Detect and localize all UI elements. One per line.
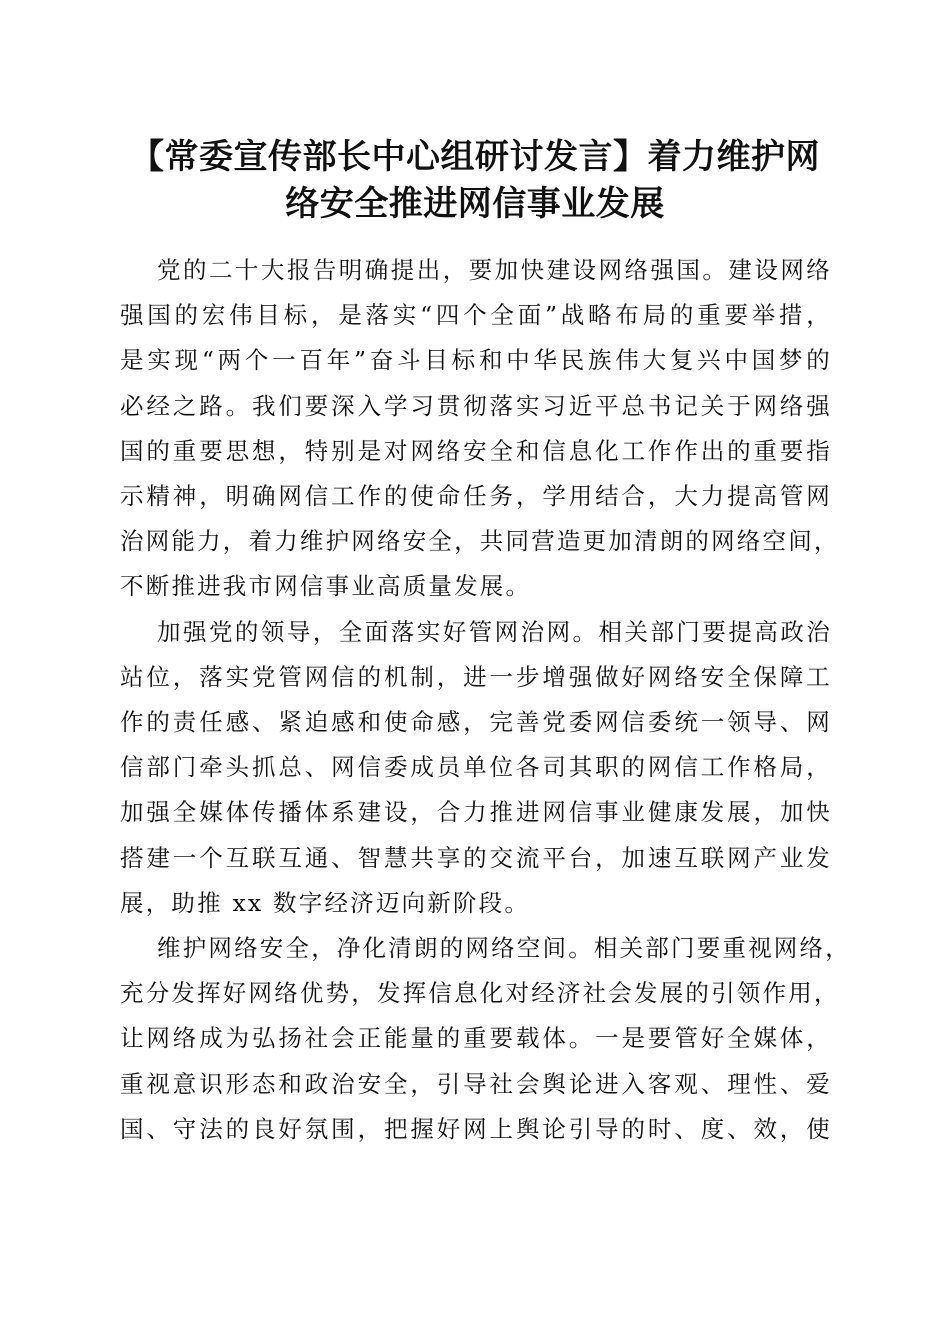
paragraph-2: [120, 610, 832, 926]
text-line: 重视意识形态和政治安全，引导社会舆论进入客观、理性、爱: [120, 1069, 832, 1098]
text-line: 充分发挥好网络优势，发挥信息化对经济社会发展的引领作用，: [120, 979, 840, 1008]
title-line: 络安全推进网信事业发展: [285, 184, 665, 224]
text-line: 国的重要思想，特别是对网络安全和信息化工作作出的重要指: [120, 436, 832, 465]
text-line: 让网络成为弘扬社会正能量的重要载体。一是要管好全媒体，: [120, 1024, 832, 1053]
text-line: 维护网络安全，净化清朗的网络空间。相关部门要重视网络，: [157, 934, 851, 963]
text-line: 必经之路。我们要深入学习贯彻落实习近平总书记关于网络强: [120, 391, 832, 420]
text-line: 国、守法的良好氛围，把握好网上舆论引导的时、度、效，使: [120, 1114, 832, 1143]
text-line: 是实现“两个一百年”奋斗目标和中华民族伟大复兴中国梦的: [120, 346, 832, 375]
text-line: 作的责任感、紧迫感和使命感，完善党委网信委统一领导、网: [120, 708, 832, 737]
text-line: 示精神，明确网信工作的使命任务，学用结合，大力提高管网: [120, 482, 832, 511]
document-body: [120, 248, 851, 1152]
paragraph-1: [120, 248, 840, 610]
text-line: 治网能力，着力维护网络安全，共同营造更加清朗的网络空间，: [120, 527, 840, 556]
document-title: [100, 134, 850, 228]
text-line: 信部门牵头抓总、网信委成员单位各司其职的网信工作格局，: [120, 753, 832, 782]
text-line: 党的二十大报告明确提出，要加快建设网络强国。建设网络: [157, 256, 832, 284]
title-line: 【常委宣传部长中心组研讨发言】着力维护网: [130, 137, 820, 177]
paragraph-3: [120, 926, 851, 1152]
text-line: 搭建一个互联互通、智慧共享的交流平台，加速互联网产业发: [120, 843, 832, 872]
text-line: 加强全媒体传播体系建设，合力推进网信事业健康发展，加快: [120, 798, 832, 827]
text-line: 不断推进我市网信事业高质量发展。: [120, 572, 532, 601]
text-line: 加强党的领导，全面落实好管网治网。相关部门要提高政治: [157, 617, 832, 646]
text-line: 强国的宏伟目标，是落实“四个全面”战略布局的重要举措，: [120, 301, 832, 330]
text-line: 展，助推 xx 数字经济迈向新阶段。: [120, 888, 531, 917]
text-line: 站位，落实党管网信的机制，进一步增强做好网络安全保障工: [120, 662, 832, 691]
